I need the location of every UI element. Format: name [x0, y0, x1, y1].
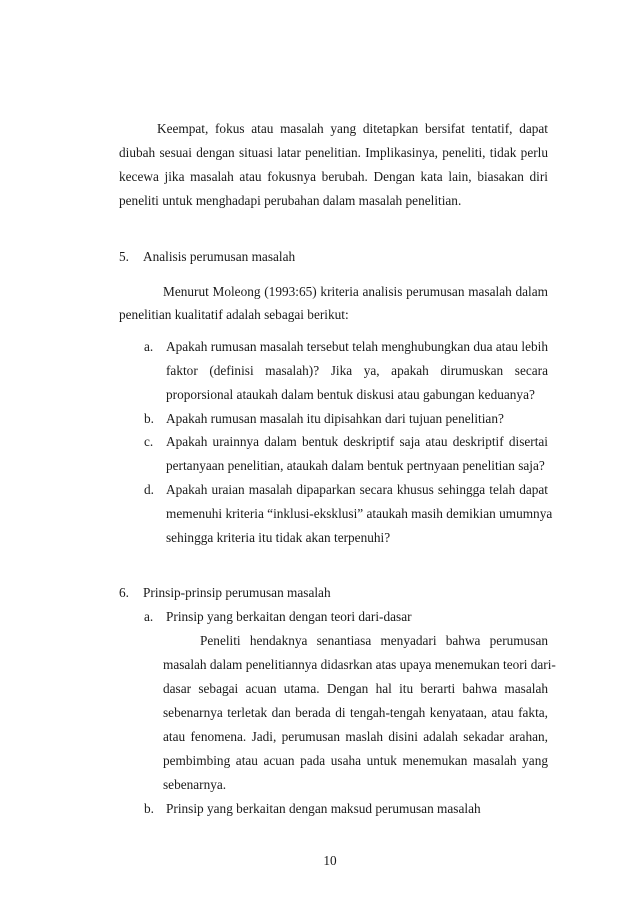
text-line: sebenarnya.	[163, 777, 227, 792]
text-line: Peneliti hendaknya senantiasa menyadari bahwa perumusan	[200, 633, 548, 648]
text-line: peneliti untuk menghadapi perubahan dalam masalah penelitian.	[119, 193, 462, 208]
text-line: kecewa jika masalah atau fokusnya berubah. Dengan kata lain, biasakan diri	[119, 169, 548, 184]
text-line: atau fenomena. Jadi, perumusan maslah disini adalah sekadar arahan,	[163, 729, 548, 744]
section-number: 5.	[119, 249, 129, 264]
section-number: 6.	[119, 585, 129, 600]
subheading: Prinsip yang berkaitan dengan maksud perumusan masalah	[166, 801, 481, 816]
list-item-line: Apakah rumusan masalah tersebut telah menghubungkan dua atau lebih	[166, 339, 548, 354]
list-marker: b.	[144, 411, 154, 426]
list-item-line: Apakah rumusan masalah itu dipisahkan dari tujuan penelitian?	[166, 411, 504, 426]
text-line: Menurut Moleong (1993:65) kriteria analisis perumusan masalah dalam	[163, 284, 548, 299]
subheading: Prinsip yang berkaitan dengan teori dari-dasar	[166, 609, 412, 624]
section-heading: Prinsip-prinsip perumusan masalah	[143, 585, 331, 600]
list-item-line: memenuhi kriteria “inklusi-eksklusi” ataukah masih demikian umumnya	[166, 506, 553, 521]
list-marker: b.	[144, 801, 154, 816]
list-item-line: Apakah uraian masalah dipaparkan secara khusus sehingga telah dapat	[166, 482, 548, 497]
text-line: penelitian kualitatif adalah sebagai berikut:	[119, 307, 349, 322]
list-marker: c.	[144, 434, 154, 449]
list-marker: a.	[144, 609, 154, 624]
text-line: pembimbing atau acuan pada usaha untuk menemukan masalah yang	[163, 753, 548, 768]
list-item-line: faktor (definisi masalah)? Jika ya, apakah dirumuskan secara	[166, 363, 548, 378]
text-line: Keempat, fokus atau masalah yang ditetapkan bersifat tentatif, dapat	[157, 121, 548, 136]
text-line: diubah sesuai dengan situasi latar penelitian. Implikasinya, peneliti, tidak perlu	[119, 145, 548, 160]
section-heading: Analisis perumusan masalah	[143, 249, 296, 264]
text-line: dasar sebagai acuan utama. Dengan hal itu berarti bahwa masalah	[163, 681, 548, 696]
list-item-line: pertanyaan penelitian, ataukah dalam bentuk pertnyaan penelitian saja?	[166, 458, 545, 473]
list-item-line: Apakah urainnya dalam bentuk deskriptif saja atau deskriptif disertai	[166, 434, 548, 449]
text-line: masalah dalam penelitiannya didasrkan atas upaya menemukan teori dari-	[163, 657, 556, 672]
text-line: sebenarnya terletak dan berada di tengah-tengah kenyataan, atau fakta,	[163, 705, 548, 720]
page-number: 10	[323, 853, 337, 868]
list-marker: a.	[144, 339, 154, 354]
list-item-line: proporsional ataukah dalam bentuk diskusi atau gabungan keduanya?	[166, 387, 535, 402]
list-marker: d.	[144, 482, 154, 497]
list-item-line: sehingga kriteria itu tidak akan terpenuhi?	[166, 530, 391, 545]
